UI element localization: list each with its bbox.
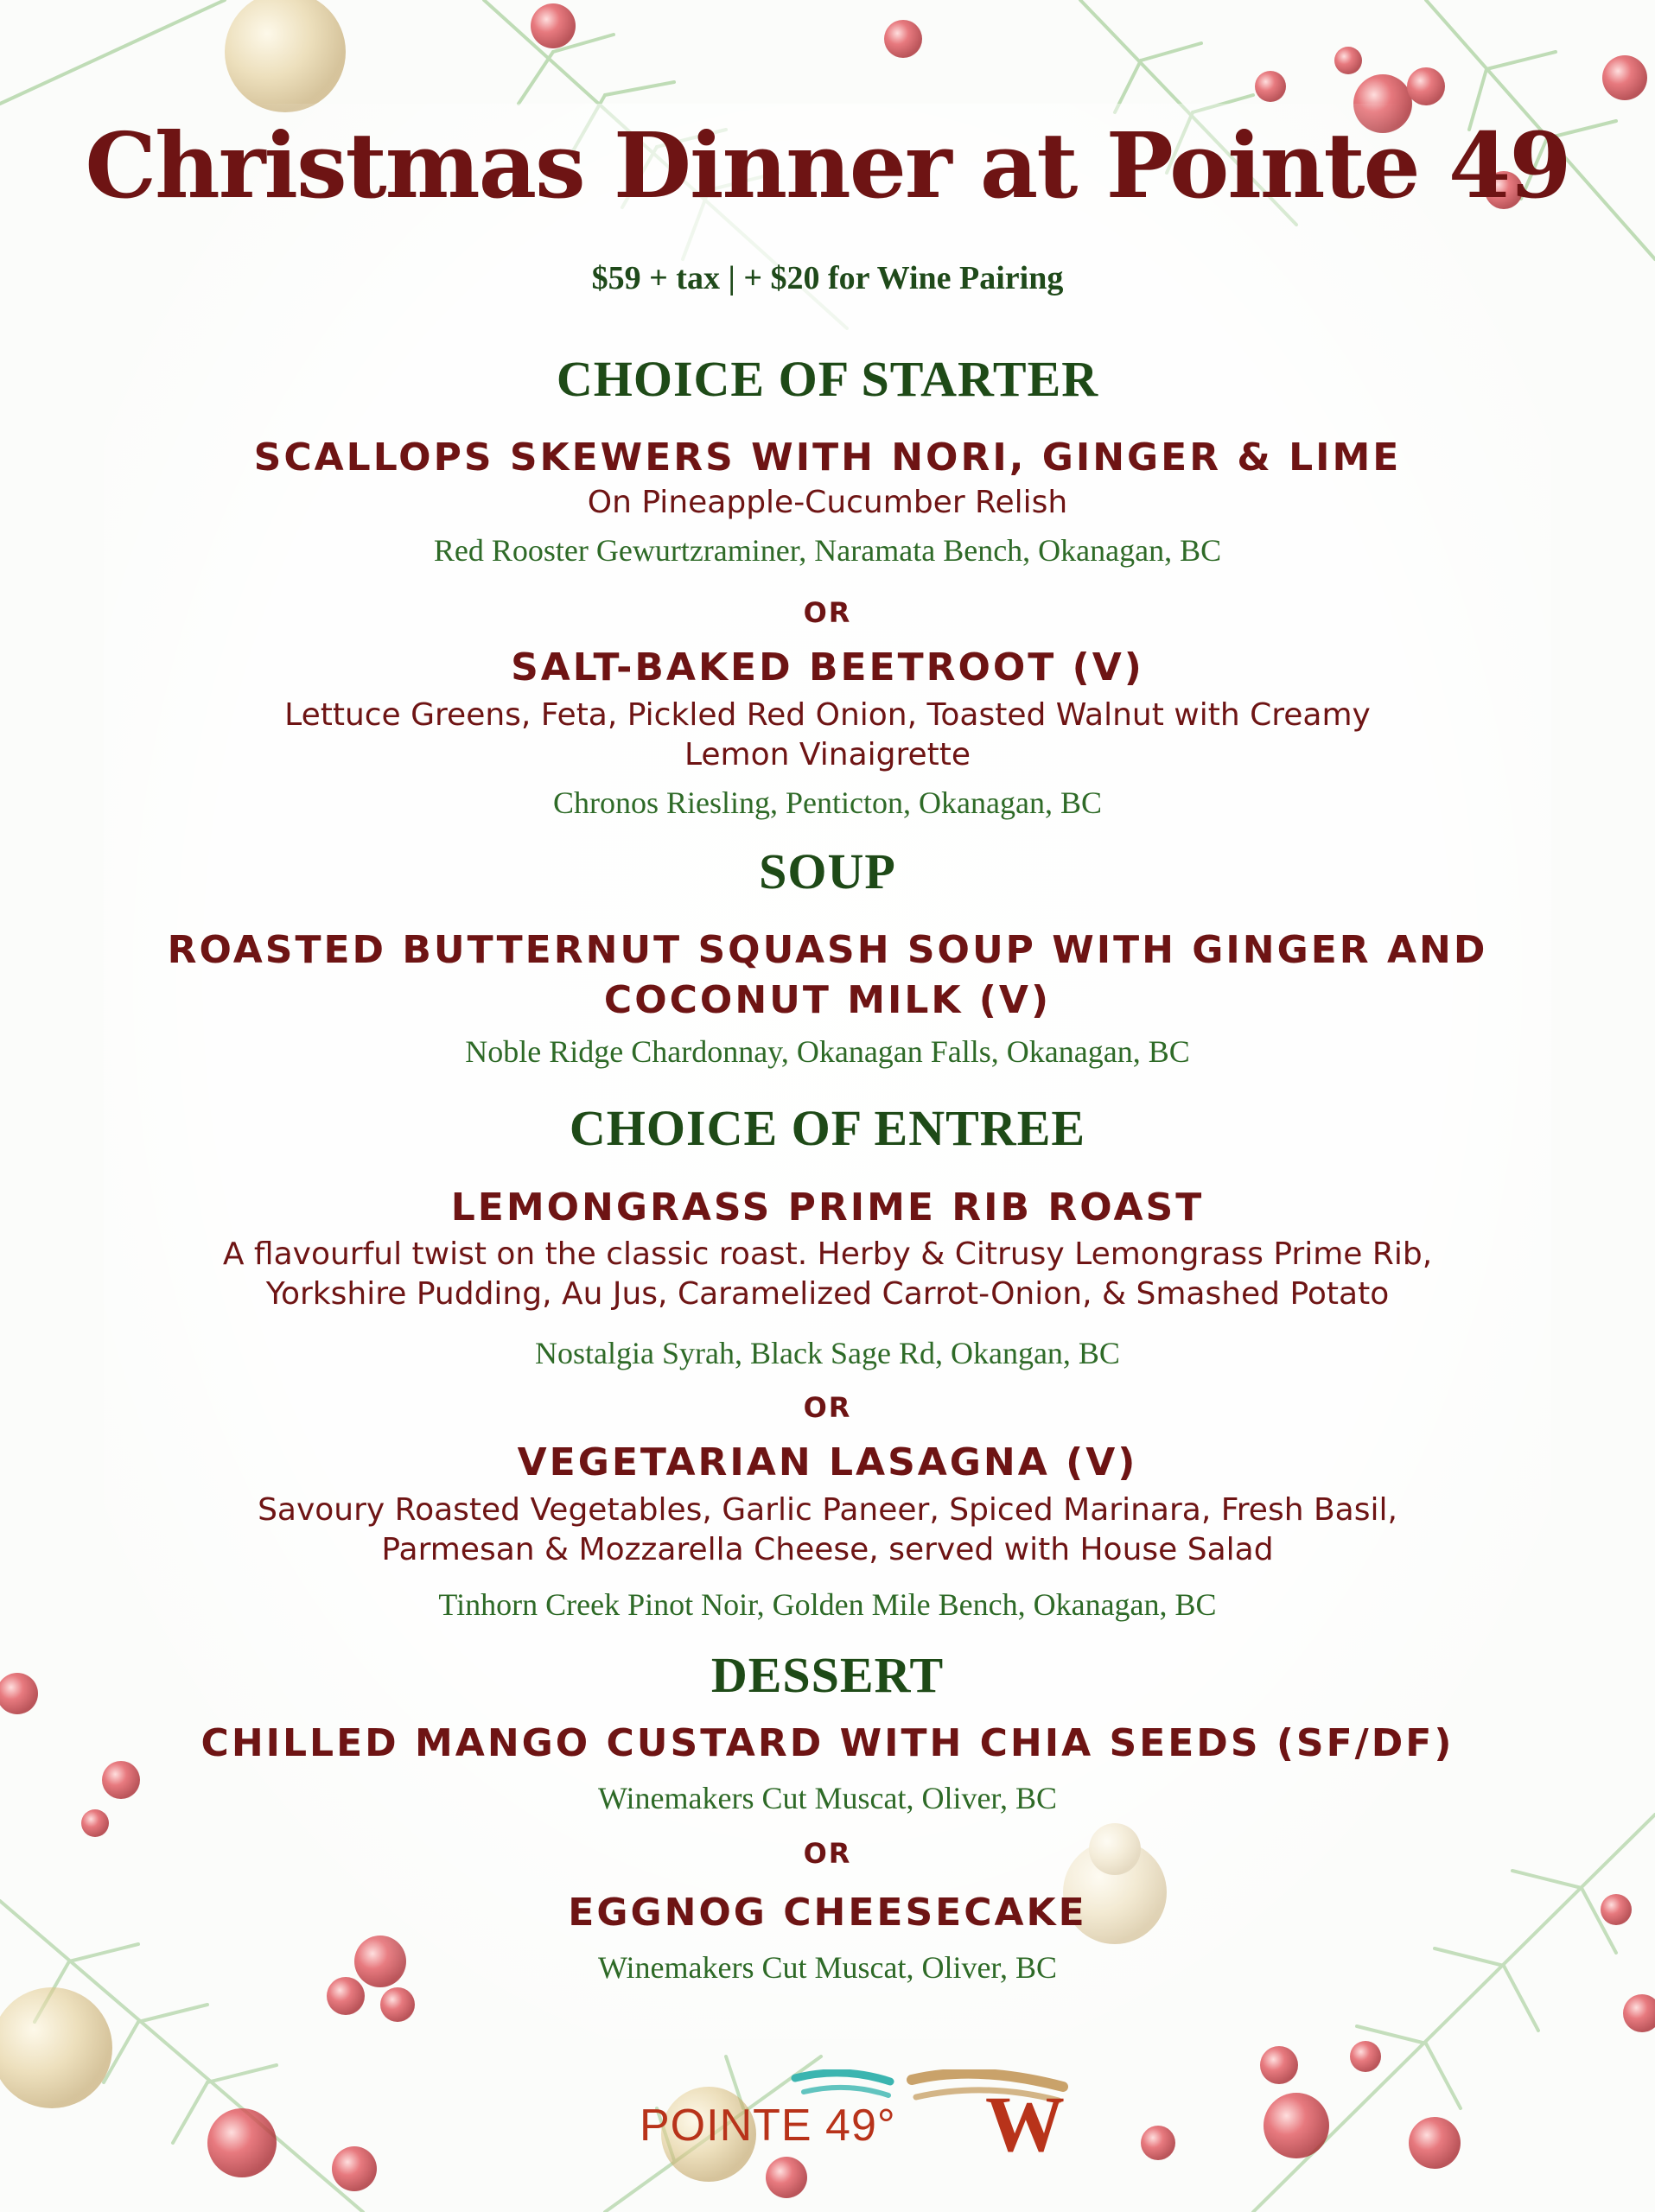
dish-name-soup-line1: ROASTED BUTTERNUT SQUASH SOUP WITH GINGER AND	[167, 928, 1488, 972]
dish-name-eggnog-cheesecake: EGGNOG CHEESECAKE	[568, 1891, 1087, 1935]
dish-description-prime-rib-line2: Yorkshire Pudding, Au Jus, Caramelized Carrot-Onion, & Smashed Potato	[265, 1276, 1390, 1312]
dish-name-scallops: SCALLOPS SKEWERS WITH NORI, GINGER & LIME	[253, 435, 1402, 480]
dish-description-prime-rib-line1: A flavourful twist on the classic roast. Herby & Citrusy Lemongrass Prime Rib,	[222, 1236, 1433, 1272]
dish-description-beetroot-line1: Lettuce Greens, Feta, Pickled Red Onion, Toasted Walnut with Creamy	[284, 697, 1371, 733]
page-title: Christmas Dinner at Pointe 49	[85, 112, 1570, 219]
section-heading-starter: CHOICE OF STARTER	[556, 351, 1099, 407]
price-line: $59 + tax | + $20 for Wine Pairing	[591, 260, 1064, 296]
w-logo: W	[985, 2080, 1065, 2168]
wine-pairing-eggnog-cheesecake: Winemakers Cut Muscat, Oliver, BC	[597, 1950, 1058, 1985]
or-divider: OR	[803, 596, 852, 629]
wine-pairing-mango-custard: Winemakers Cut Muscat, Oliver, BC	[597, 1781, 1058, 1815]
dish-name-lasagna: VEGETARIAN LASAGNA (V)	[517, 1440, 1138, 1484]
dish-name-soup-line2: COCONUT MILK (V)	[603, 978, 1052, 1022]
dish-name-beetroot: SALT-BAKED BEETROOT (V)	[511, 645, 1144, 690]
wine-pairing-scallops: Red Rooster Gewurtzraminer, Naramata Bench, Okanagan, BC	[433, 533, 1222, 568]
wine-pairing-lasagna: Tinhorn Creek Pinot Noir, Golden Mile Bench, Okanagan, BC	[438, 1587, 1217, 1622]
dish-name-mango-custard: CHILLED MANGO CUSTARD WITH CHIA SEEDS (SF/DF)	[201, 1721, 1454, 1765]
section-heading-entree: CHOICE OF ENTREE	[569, 1100, 1086, 1156]
wine-pairing-prime-rib: Nostalgia Syrah, Black Sage Rd, Okangan, BC	[535, 1336, 1120, 1370]
dish-name-prime-rib: LEMONGRASS PRIME RIB ROAST	[450, 1185, 1205, 1230]
dish-description-beetroot-line2: Lemon Vinaigrette	[684, 737, 971, 772]
section-heading-dessert: DESSERT	[710, 1647, 945, 1703]
or-divider: OR	[803, 1837, 852, 1870]
wine-pairing-soup: Noble Ridge Chardonnay, Okanagan Falls, Okanagan, BC	[465, 1034, 1190, 1069]
dish-description-lasagna-line2: Parmesan & Mozzarella Cheese, served with House Salad	[381, 1532, 1274, 1567]
section-heading-soup: SOUP	[759, 843, 896, 899]
wine-pairing-beetroot: Chronos Riesling, Penticton, Okanagan, BC	[553, 785, 1102, 820]
dish-description-scallops: On Pineapple-Cucumber Relish	[587, 485, 1068, 520]
dish-description-lasagna-line1: Savoury Roasted Vegetables, Garlic Paneer, Spiced Marinara, Fresh Basil,	[258, 1492, 1397, 1528]
pointe-49-logo: POINTE 49°	[640, 2101, 896, 2151]
or-divider: OR	[803, 1391, 852, 1424]
